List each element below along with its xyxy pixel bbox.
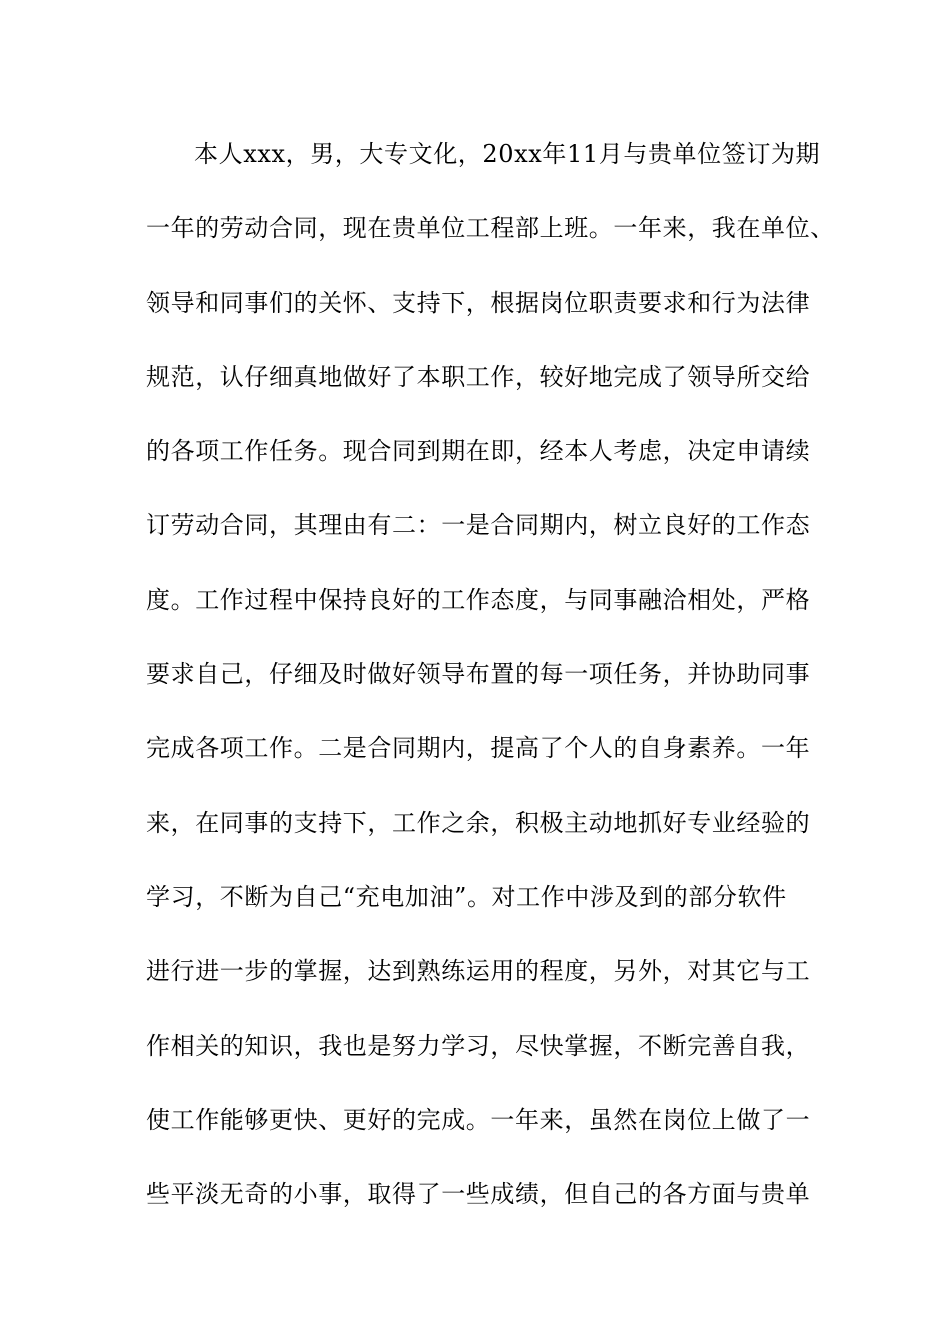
text-line: 完成各项工作。二是合同期内，提高了个人的自身素养。一年 [146, 734, 811, 763]
text-line: 一年的劳动合同，现在贵单位工程部上班。一年来，我在单位、 [146, 214, 835, 243]
text-line: 来，在同事的支持下，工作之余，积极主动地抓好专业经验的 [146, 808, 811, 837]
text-line: 订劳动合同，其理由有二：一是合同期内，树立良好的工作态 [146, 511, 811, 540]
text-line: 规范，认仔细真地做好了本职工作，较好地完成了领导所交给 [146, 362, 811, 391]
text-line: 使工作能够更快、更好的完成。一年来，虽然在岗位上做了一 [146, 1105, 811, 1134]
text-line: 的各项工作任务。现合同到期在即，经本人考虑，决定申请续 [146, 437, 811, 466]
text-line: 本人xxx，男，大专文化，20xx年11月与贵单位签订为期 [194, 140, 821, 168]
text-line: 学习，不断为自己“充电加油”。对工作中涉及到的部分软件 [146, 882, 787, 911]
text-line: 进行进一步的掌握，达到熟练运用的程度，另外，对其它与工 [146, 957, 811, 986]
text-line: 要求自己，仔细及时做好领导布置的每一项任务，并协助同事 [146, 660, 811, 689]
body-paragraph [146, 132, 835, 1246]
text-line: 作相关的知识，我也是努力学习，尽快掌握，不断完善自我， [146, 1031, 811, 1060]
text-line: 领导和同事们的关怀、支持下，根据岗位职责要求和行为法律 [146, 288, 811, 317]
text-line: 些平淡无奇的小事，取得了一些成绩，但自己的各方面与贵单 [146, 1180, 811, 1209]
text-line: 度。工作过程中保持良好的工作态度，与同事融洽相处，严格 [146, 585, 811, 614]
